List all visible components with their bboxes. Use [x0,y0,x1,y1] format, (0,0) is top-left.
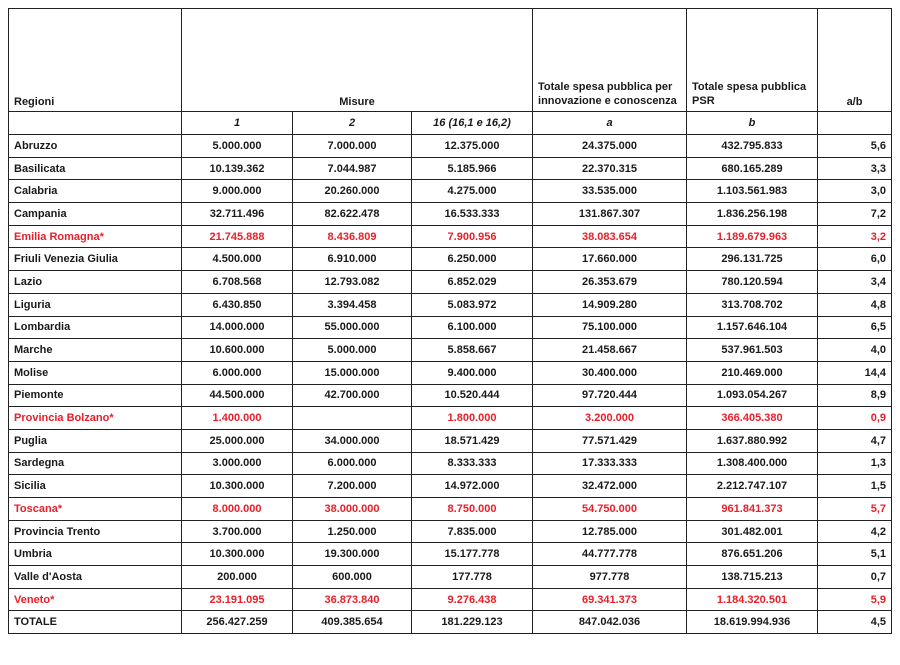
table-row [9,248,892,271]
header-regioni: Regioni [9,9,182,112]
cell-region: Calabria [9,180,182,203]
header-spesa-psr: Totale spesa pubblica PSR [687,9,818,112]
cell-m1: 10.600.000 [182,339,293,362]
cell-region: Marche [9,339,182,362]
data-table [8,8,892,634]
table-row [9,293,892,316]
cell-region: Molise [9,361,182,384]
cell-m2: 7.000.000 [293,135,412,158]
cell-m16: 7.835.000 [412,520,533,543]
table-row [9,316,892,339]
table-row [9,429,892,452]
table-row [9,498,892,521]
cell-m2: 7.200.000 [293,475,412,498]
cell-region: Sardegna [9,452,182,475]
cell-a: 24.375.000 [533,135,687,158]
cell-m2: 12.793.082 [293,271,412,294]
total-label: TOTALE [9,611,182,634]
cell-m2: 38.000.000 [293,498,412,521]
cell-b: 366.405.380 [687,407,818,430]
cell-region: Veneto* [9,588,182,611]
cell-a: 131.867.307 [533,203,687,226]
cell-b: 1.157.646.104 [687,316,818,339]
cell-b: 780.120.594 [687,271,818,294]
cell-m1: 25.000.000 [182,429,293,452]
cell-a: 977.778 [533,566,687,589]
cell-a: 17.660.000 [533,248,687,271]
cell-b: 432.795.833 [687,135,818,158]
cell-m1: 10.300.000 [182,543,293,566]
cell-m16: 8.750.000 [412,498,533,521]
cell-m2: 5.000.000 [293,339,412,362]
cell-m1: 200.000 [182,566,293,589]
cell-m16: 18.571.429 [412,429,533,452]
cell-m2: 8.436.809 [293,225,412,248]
cell-ratio: 1,5 [818,475,892,498]
cell-m16: 15.177.778 [412,543,533,566]
cell-m16: 8.333.333 [412,452,533,475]
cell-m16: 5.083.972 [412,293,533,316]
cell-m16: 1.800.000 [412,407,533,430]
cell-region: Basilicata [9,157,182,180]
table-row [9,339,892,362]
cell-b: 1.637.880.992 [687,429,818,452]
cell-ratio: 14,4 [818,361,892,384]
cell-m2: 36.873.840 [293,588,412,611]
cell-b: 2.212.747.107 [687,475,818,498]
cell-b: 537.961.503 [687,339,818,362]
cell-ratio: 0,7 [818,566,892,589]
cell-m16: 5.185.966 [412,157,533,180]
cell-ratio: 3,4 [818,271,892,294]
cell-m16: 12.375.000 [412,135,533,158]
cell-ratio: 4,8 [818,293,892,316]
cell-b: 1.184.320.501 [687,588,818,611]
cell-a: 38.083.654 [533,225,687,248]
cell-m16: 6.100.000 [412,316,533,339]
cell-ratio: 1,3 [818,452,892,475]
cell-region: Abruzzo [9,135,182,158]
cell-a: 14.909.280 [533,293,687,316]
cell-m1: 10.300.000 [182,475,293,498]
cell-region: Friuli Venezia Giulia [9,248,182,271]
cell-a: 3.200.000 [533,407,687,430]
cell-ratio: 4,7 [818,429,892,452]
total-row [9,611,892,634]
table-body [9,135,892,634]
cell-b: 1.189.679.963 [687,225,818,248]
cell-region: Campania [9,203,182,226]
table-row [9,407,892,430]
table-row [9,361,892,384]
table-row [9,180,892,203]
cell-m1: 6.708.568 [182,271,293,294]
cell-m16: 9.400.000 [412,361,533,384]
cell-a: 77.571.429 [533,429,687,452]
cell-b: 1.093.054.267 [687,384,818,407]
cell-region: Emilia Romagna* [9,225,182,248]
cell-m1: 6.430.850 [182,293,293,316]
subheader-b: b [687,112,818,135]
header-misure: Misure [182,9,533,112]
cell-m2: 3.394.458 [293,293,412,316]
cell-m2: 15.000.000 [293,361,412,384]
table-row [9,384,892,407]
cell-a: 17.333.333 [533,452,687,475]
cell-m16: 14.972.000 [412,475,533,498]
cell-region: Liguria [9,293,182,316]
cell-m1: 8.000.000 [182,498,293,521]
cell-region: Umbria [9,543,182,566]
total-m1: 256.427.259 [182,611,293,634]
cell-m2: 19.300.000 [293,543,412,566]
cell-b: 680.165.289 [687,157,818,180]
total-m2: 409.385.654 [293,611,412,634]
cell-m1: 21.745.888 [182,225,293,248]
cell-ratio: 6,5 [818,316,892,339]
cell-m1: 10.139.362 [182,157,293,180]
cell-m2: 34.000.000 [293,429,412,452]
cell-m1: 9.000.000 [182,180,293,203]
total-m16: 181.229.123 [412,611,533,634]
cell-ratio: 3,3 [818,157,892,180]
cell-m1: 6.000.000 [182,361,293,384]
cell-b: 138.715.213 [687,566,818,589]
cell-m1: 3.000.000 [182,452,293,475]
cell-region: Provincia Trento [9,520,182,543]
cell-ratio: 5,9 [818,588,892,611]
table-row [9,475,892,498]
cell-m16: 10.520.444 [412,384,533,407]
table-row [9,520,892,543]
cell-m1: 4.500.000 [182,248,293,271]
cell-region: Piemonte [9,384,182,407]
cell-m1: 5.000.000 [182,135,293,158]
cell-m2: 42.700.000 [293,384,412,407]
table-row [9,203,892,226]
cell-m2: 600.000 [293,566,412,589]
cell-ratio: 5,1 [818,543,892,566]
cell-a: 33.535.000 [533,180,687,203]
cell-ratio: 4,0 [818,339,892,362]
header-row [9,9,892,112]
cell-region: Provincia Bolzano* [9,407,182,430]
cell-region: Sicilia [9,475,182,498]
cell-m2: 6.000.000 [293,452,412,475]
subheader-a: a [533,112,687,135]
table-row [9,566,892,589]
cell-a: 22.370.315 [533,157,687,180]
cell-region: Puglia [9,429,182,452]
table-row [9,225,892,248]
cell-region: Lombardia [9,316,182,339]
cell-m16: 9.276.438 [412,588,533,611]
cell-m2: 82.622.478 [293,203,412,226]
cell-b: 301.482.001 [687,520,818,543]
cell-ratio: 5,6 [818,135,892,158]
cell-a: 32.472.000 [533,475,687,498]
cell-m1: 1.400.000 [182,407,293,430]
cell-b: 1.836.256.198 [687,203,818,226]
subheader-misura-1: 1 [182,112,293,135]
cell-ratio: 5,7 [818,498,892,521]
subheader-misura-16: 16 (16,1 e 16,2) [412,112,533,135]
cell-m16: 6.852.029 [412,271,533,294]
cell-m2: 6.910.000 [293,248,412,271]
cell-m16: 5.858.667 [412,339,533,362]
cell-b: 961.841.373 [687,498,818,521]
total-a: 847.042.036 [533,611,687,634]
header-spesa-innovazione: Totale spesa pubblica per innovazione e conoscenza [533,9,687,112]
cell-a: 21.458.667 [533,339,687,362]
cell-b: 1.103.561.983 [687,180,818,203]
cell-ratio: 8,9 [818,384,892,407]
cell-b: 296.131.725 [687,248,818,271]
cell-ratio: 4,2 [818,520,892,543]
total-b: 18.619.994.936 [687,611,818,634]
cell-ratio: 7,2 [818,203,892,226]
cell-m2: 20.260.000 [293,180,412,203]
cell-m1: 32.711.496 [182,203,293,226]
table-row [9,452,892,475]
subheader-row [9,112,892,135]
cell-ratio: 0,9 [818,407,892,430]
cell-ratio: 6,0 [818,248,892,271]
cell-region: Toscana* [9,498,182,521]
subheader-ratio-empty [818,112,892,135]
cell-m1: 23.191.095 [182,588,293,611]
cell-a: 75.100.000 [533,316,687,339]
table-row [9,543,892,566]
cell-m16: 4.275.000 [412,180,533,203]
cell-b: 313.708.702 [687,293,818,316]
cell-region: Valle d'Aosta [9,566,182,589]
cell-a: 44.777.778 [533,543,687,566]
table-container [8,8,892,634]
table-row [9,271,892,294]
cell-m2: 7.044.987 [293,157,412,180]
subheader-empty [9,112,182,135]
cell-ratio: 3,2 [818,225,892,248]
cell-m16: 16.533.333 [412,203,533,226]
cell-a: 69.341.373 [533,588,687,611]
subheader-misura-2: 2 [293,112,412,135]
cell-ratio: 3,0 [818,180,892,203]
cell-m16: 7.900.956 [412,225,533,248]
cell-m2: 1.250.000 [293,520,412,543]
cell-m1: 3.700.000 [182,520,293,543]
table-row [9,157,892,180]
cell-m1: 44.500.000 [182,384,293,407]
cell-m2: 55.000.000 [293,316,412,339]
cell-m16: 177.778 [412,566,533,589]
cell-b: 1.308.400.000 [687,452,818,475]
cell-region: Lazio [9,271,182,294]
table-row [9,135,892,158]
cell-a: 26.353.679 [533,271,687,294]
cell-m2 [293,407,412,430]
header-ratio: a/b [818,9,892,112]
cell-b: 876.651.206 [687,543,818,566]
total-ratio: 4,5 [818,611,892,634]
cell-b: 210.469.000 [687,361,818,384]
cell-m16: 6.250.000 [412,248,533,271]
cell-a: 30.400.000 [533,361,687,384]
cell-a: 12.785.000 [533,520,687,543]
cell-a: 54.750.000 [533,498,687,521]
cell-m1: 14.000.000 [182,316,293,339]
cell-a: 97.720.444 [533,384,687,407]
table-row [9,588,892,611]
